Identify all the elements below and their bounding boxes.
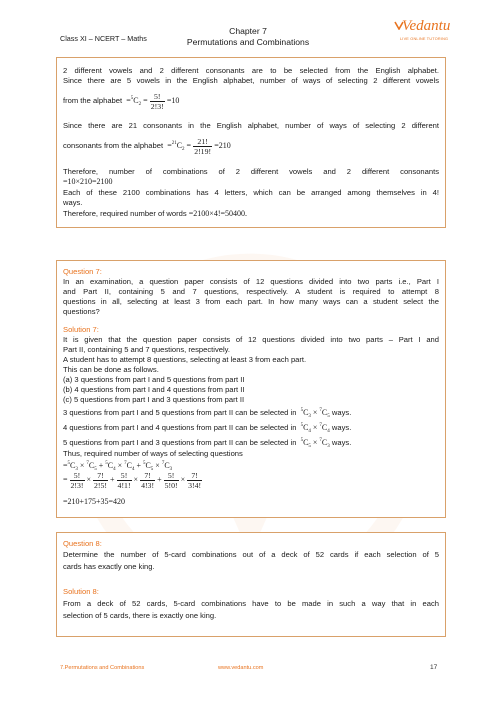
chapter-heading bbox=[150, 26, 346, 48]
vedantu-logo bbox=[394, 18, 454, 48]
text-line: A student has to attempt 8 questions, selecting at least 3 from each part. bbox=[63, 355, 307, 364]
factorial-expansion-line: = $\frac{5!}{2!3!}$ × $\frac{7!}{2!5!}$ + $\frac{5!}{4!1!}$ × $\frac{7!}{4!3!}$ + $\frac{5!}{5!0!}$ × $\frac{7!}{3!4!}$ bbox=[63, 470, 202, 490]
text-line: Thus, required number of ways of selecting questions bbox=[63, 449, 243, 458]
text-span: Therefore, required number of words bbox=[63, 209, 187, 218]
text-line: From a deck of 52 cards, 5-card combinations have to be made in such a way that in each bbox=[63, 599, 439, 608]
text-line: In an examination, a question paper consists of 12 questions divided into two parts i.e., Part I bbox=[63, 277, 439, 286]
math-expression: $^5C_4 \times ^7C_4$ bbox=[300, 423, 330, 434]
math-result: =2100×4!=50400. bbox=[188, 209, 247, 218]
math-result: =10 bbox=[166, 96, 180, 105]
chapter-title: Permutations and Combinations bbox=[186, 37, 310, 47]
text-line: selection of 5 cards, there is exactly one king. bbox=[63, 611, 217, 620]
text-line: This can be done as follows. bbox=[63, 365, 159, 374]
page-number: 17 bbox=[430, 664, 438, 671]
math-sub: 2 bbox=[138, 102, 142, 107]
text-span: ways. bbox=[331, 438, 352, 447]
text-span: ways. bbox=[331, 408, 352, 417]
question-label: Question 8: bbox=[63, 539, 102, 548]
text-line: Part II, containing 5 and 7 questions, respectively. bbox=[63, 345, 231, 354]
text-line: ways. bbox=[63, 198, 83, 207]
text-line: Since there are 21 consonants in the English alphabet, number of ways of selecting 2 different bbox=[63, 121, 439, 130]
math-sum-line: $=^5C_3 \times ^7C_5 + ^5C_4 \times ^7C_4 + ^5C_5 \times ^7C_3$ bbox=[63, 461, 173, 472]
logo-tagline: LIVE ONLINE TUTORING bbox=[400, 37, 449, 41]
denominator: 2!3! bbox=[150, 101, 164, 111]
list-item: (b) 4 questions from part I and 4 questions from part II bbox=[63, 385, 245, 394]
math-sup: 21 bbox=[171, 141, 177, 146]
math-sup: 5 bbox=[130, 96, 134, 101]
text-line: It is given that the question paper consists of 12 questions divided into two parts – Part I and bbox=[63, 335, 439, 344]
text-line: cards has exactly one king. bbox=[63, 562, 155, 571]
math-expression: $=^5C_2$ = bbox=[124, 96, 148, 107]
vowel-selection-line bbox=[63, 89, 439, 115]
text-line: Determine the number of 5-card combinations out of a deck of 52 cards if each selection of 5 bbox=[63, 550, 439, 559]
text-line: questions? bbox=[63, 307, 100, 316]
text-line: Each of these 2100 combinations has 4 letters, which can be arranged among themselves in 4! bbox=[63, 188, 439, 197]
text-span: 3 questions from part I and 5 questions from part II can be selected in bbox=[63, 408, 297, 417]
consonant-selection-line bbox=[63, 134, 439, 160]
math-result: =210 bbox=[214, 141, 231, 150]
footer-website-link[interactable]: www.vedantu.com bbox=[218, 665, 264, 671]
math-symbol: C bbox=[176, 141, 183, 150]
text-span: from the alphabet bbox=[63, 96, 123, 105]
text-span: ways. bbox=[331, 423, 352, 432]
math-sub: 2 bbox=[182, 147, 185, 152]
math-expression: $=^{21}C_2$ = bbox=[165, 141, 192, 152]
question-label: Question 7: bbox=[63, 267, 102, 276]
final-answer-line bbox=[63, 209, 439, 219]
solution-continuation-box bbox=[56, 57, 446, 228]
fraction bbox=[193, 137, 212, 156]
math-expression: $^5C_3 \times ^7C_5$ bbox=[300, 408, 330, 419]
fraction bbox=[150, 92, 165, 111]
solution-label: Solution 7: bbox=[63, 325, 99, 334]
case-b-line bbox=[63, 421, 439, 437]
text-span: 5 questions from part I and 3 questions from part II can be selected in bbox=[63, 438, 297, 447]
text-line: 2 different vowels and 2 different consonants are to be selected from the English alphabet. bbox=[63, 66, 439, 75]
math-expression: $^5C_5 \times ^7C_3$ bbox=[300, 438, 330, 449]
numerator: 5! bbox=[150, 92, 165, 102]
footer-chapter-ref: 7.Permutations and Combinations bbox=[60, 665, 145, 671]
numerator: 21! bbox=[193, 137, 212, 147]
text-line: and Part II, containing 5 and 7 questions, respectively. A student is required to attempt 8 bbox=[63, 287, 439, 296]
math-line: =10×210=2100 bbox=[63, 177, 113, 186]
text-span: consonants from the alphabet bbox=[63, 141, 164, 150]
chapter-number: Chapter 7 bbox=[229, 26, 267, 36]
denominator: 2!19! bbox=[194, 146, 212, 156]
question-7-box bbox=[56, 260, 446, 518]
math-symbol: C bbox=[133, 96, 139, 105]
solution-label: Solution 8: bbox=[63, 587, 99, 596]
text-line: Since there are 5 vowels in the English alphabet, number of ways of selecting 2 different vowels bbox=[63, 76, 439, 85]
list-item: (c) 5 questions from part I and 3 questions from part II bbox=[63, 395, 245, 404]
text-line: Therefore, number of combinations of 2 different vowels and 2 different consonants bbox=[63, 167, 439, 176]
logo-text: Vedantu bbox=[402, 18, 451, 34]
text-line: questions in all, selecting at least 3 from each part. In how many ways can a student select the bbox=[63, 297, 439, 306]
result-line: =210+175+35=420 bbox=[63, 497, 126, 506]
class-label: Class XI – NCERT – Maths bbox=[60, 34, 147, 43]
question-8-box bbox=[56, 532, 446, 637]
case-a-line bbox=[63, 406, 439, 422]
text-span: 4 questions from part I and 4 questions from part II can be selected in bbox=[63, 423, 297, 432]
list-item: (a) 3 questions from part I and 5 questions from part II bbox=[63, 375, 245, 384]
